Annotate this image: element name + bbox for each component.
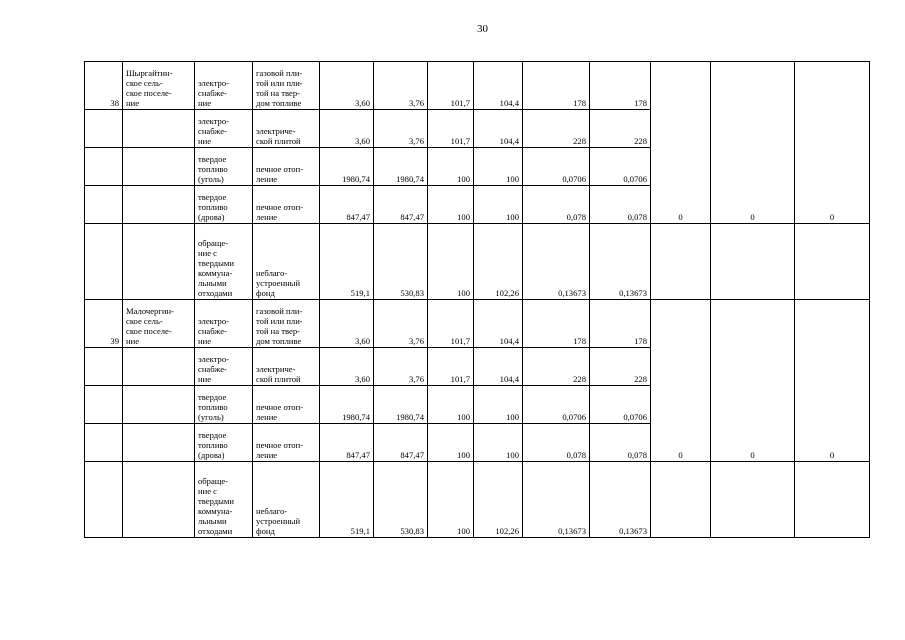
housing-condition-line: электриче-	[256, 364, 296, 374]
settlement-name-line: ское поселе-	[126, 88, 172, 98]
value-cell: 100	[474, 386, 523, 424]
service-type-line: снабже-	[198, 88, 227, 98]
value-cell: 847,47	[320, 186, 374, 224]
value-cell: 101,7	[428, 110, 474, 148]
service-type	[195, 386, 253, 424]
summary-cell: 0	[795, 62, 870, 224]
value-cell: 228	[590, 348, 651, 386]
housing-condition-line: печное отоп-	[256, 402, 304, 412]
service-type-line: электро-	[198, 316, 230, 326]
value-cell: 3,76	[374, 110, 428, 148]
service-type-line: обраще-	[198, 238, 229, 248]
service-type-line: (уголь)	[198, 174, 224, 184]
table-row	[85, 62, 870, 110]
housing-condition-line: той на твер-	[256, 326, 300, 336]
value-cell: 0,0706	[590, 148, 651, 186]
housing-condition-line: той или пли-	[256, 316, 303, 326]
housing-condition	[253, 386, 320, 424]
service-type-line: обраще-	[198, 476, 229, 486]
settlement-name	[123, 348, 195, 386]
housing-condition	[253, 300, 320, 348]
row-index: 38	[85, 62, 123, 110]
service-type-line: снабже-	[198, 326, 227, 336]
service-type	[195, 300, 253, 348]
value-cell: 0,0706	[523, 386, 590, 424]
service-type	[195, 62, 253, 110]
housing-condition-line: ской плитой	[256, 136, 301, 146]
settlement-name-line: ние	[126, 98, 140, 108]
value-cell: 100	[428, 148, 474, 186]
empty-cell	[711, 462, 795, 538]
service-type-line: снабже-	[198, 126, 227, 136]
value-cell: 3,60	[320, 110, 374, 148]
service-type	[195, 224, 253, 300]
value-cell: 847,47	[374, 186, 428, 224]
service-type-line: ние	[198, 374, 212, 384]
settlement-name	[123, 462, 195, 538]
table-row	[85, 300, 870, 348]
value-cell: 100	[428, 224, 474, 300]
row-index	[85, 424, 123, 462]
housing-condition-line: дом топливе	[256, 98, 302, 108]
service-type	[195, 424, 253, 462]
table-row	[85, 224, 870, 300]
service-type-line: твердыми	[198, 496, 234, 506]
value-cell: 0,0706	[523, 148, 590, 186]
value-cell: 100	[428, 424, 474, 462]
row-index	[85, 462, 123, 538]
housing-condition-line: печное отоп-	[256, 164, 304, 174]
service-type-line: ние	[198, 336, 212, 346]
service-type-line: топливо	[198, 402, 228, 412]
housing-condition-line: той или пли-	[256, 78, 303, 88]
service-type-line: ние	[198, 98, 212, 108]
row-index	[85, 186, 123, 224]
value-cell: 0,0706	[590, 386, 651, 424]
service-type-line: снабже-	[198, 364, 227, 374]
settlement-name-line: ское сель-	[126, 78, 163, 88]
housing-condition	[253, 424, 320, 462]
value-cell: 228	[523, 348, 590, 386]
housing-condition-line: дом топливе	[256, 336, 302, 346]
value-cell: 100	[474, 148, 523, 186]
housing-condition-line: ление	[256, 450, 278, 460]
service-type-line: ние	[198, 136, 212, 146]
value-cell: 0,078	[590, 186, 651, 224]
value-cell: 178	[590, 62, 651, 110]
settlement-name	[123, 186, 195, 224]
settlement-name	[123, 300, 195, 348]
housing-condition	[253, 224, 320, 300]
empty-cell	[651, 462, 711, 538]
settlement-name-line: Шыргайтин-	[126, 68, 173, 78]
value-cell: 1980,74	[320, 148, 374, 186]
page-number: 30	[477, 23, 488, 35]
settlement-name	[123, 110, 195, 148]
service-type-line: топливо	[198, 164, 228, 174]
service-type	[195, 110, 253, 148]
housing-condition-line: фонд	[256, 288, 275, 298]
value-cell: 178	[523, 300, 590, 348]
service-type-line: коммуна-	[198, 268, 233, 278]
value-cell: 104,4	[474, 62, 523, 110]
summary-cell: 0	[651, 62, 711, 224]
row-index	[85, 224, 123, 300]
service-type-line: электро-	[198, 116, 230, 126]
housing-condition-line: устроенный	[256, 278, 301, 288]
row-index	[85, 110, 123, 148]
value-cell: 0,13673	[523, 224, 590, 300]
value-cell: 100	[428, 386, 474, 424]
service-type	[195, 462, 253, 538]
value-cell: 101,7	[428, 62, 474, 110]
settlement-name	[123, 386, 195, 424]
value-cell: 519,1	[320, 462, 374, 538]
summary-cell: 0	[711, 62, 795, 224]
value-cell: 104,4	[474, 300, 523, 348]
row-index	[85, 348, 123, 386]
summary-cell: 0	[795, 300, 870, 462]
settlement-name-line: ние	[126, 336, 140, 346]
empty-cell	[711, 224, 795, 300]
service-type-line: отходами	[198, 288, 233, 298]
summary-cell: 0	[651, 300, 711, 462]
empty-cell	[795, 462, 870, 538]
settlement-name-line: Малочергин-	[126, 306, 174, 316]
value-cell: 847,47	[320, 424, 374, 462]
service-type-line: твердое	[198, 430, 227, 440]
service-type-line: топливо	[198, 440, 228, 450]
housing-condition-line: той на твер-	[256, 88, 300, 98]
value-cell: 519,1	[320, 224, 374, 300]
value-cell: 0,13673	[590, 462, 651, 538]
housing-condition	[253, 462, 320, 538]
value-cell: 104,4	[474, 348, 523, 386]
value-cell: 847,47	[374, 424, 428, 462]
value-cell: 101,7	[428, 300, 474, 348]
value-cell: 0,13673	[590, 224, 651, 300]
service-type-line: (дрова)	[198, 450, 225, 460]
service-type-line: топливо	[198, 202, 228, 212]
housing-condition	[253, 148, 320, 186]
service-type-line: (дрова)	[198, 212, 225, 222]
value-cell: 0,13673	[523, 462, 590, 538]
settlement-name-line: ское поселе-	[126, 326, 172, 336]
value-cell: 0,078	[523, 424, 590, 462]
service-type-line: ние с	[198, 248, 217, 258]
table-row	[85, 462, 870, 538]
service-type	[195, 186, 253, 224]
housing-condition-line: ление	[256, 174, 278, 184]
settlement-name	[123, 148, 195, 186]
service-type-line: твердое	[198, 192, 227, 202]
service-type-line: твердое	[198, 392, 227, 402]
value-cell: 1980,74	[374, 386, 428, 424]
housing-condition-line: электриче-	[256, 126, 296, 136]
value-cell: 228	[590, 110, 651, 148]
value-cell: 100	[474, 186, 523, 224]
housing-condition	[253, 186, 320, 224]
service-type-line: твердое	[198, 154, 227, 164]
housing-condition-line: печное отоп-	[256, 202, 304, 212]
housing-condition-line: ской плитой	[256, 374, 301, 384]
value-cell: 102,26	[474, 462, 523, 538]
value-cell: 0,078	[523, 186, 590, 224]
value-cell: 101,7	[428, 348, 474, 386]
value-cell: 530,83	[374, 224, 428, 300]
empty-cell	[651, 224, 711, 300]
service-type-line: твердыми	[198, 258, 234, 268]
value-cell: 1980,74	[374, 148, 428, 186]
housing-condition-line: неблаго-	[256, 268, 288, 278]
housing-condition-line: неблаго-	[256, 506, 288, 516]
value-cell: 100	[428, 186, 474, 224]
settlement-name	[123, 224, 195, 300]
value-cell: 100	[428, 462, 474, 538]
service-type-line: ние с	[198, 486, 217, 496]
housing-condition-line: ление	[256, 412, 278, 422]
value-cell: 3,60	[320, 348, 374, 386]
housing-condition-line: печное отоп-	[256, 440, 304, 450]
value-cell: 0,078	[590, 424, 651, 462]
value-cell: 102,26	[474, 224, 523, 300]
value-cell: 228	[523, 110, 590, 148]
service-type-line: электро-	[198, 78, 230, 88]
housing-condition	[253, 348, 320, 386]
value-cell: 3,60	[320, 300, 374, 348]
service-type-line: льными	[198, 278, 227, 288]
service-type	[195, 348, 253, 386]
value-cell: 1980,74	[320, 386, 374, 424]
housing-condition	[253, 62, 320, 110]
service-type-line: льными	[198, 516, 227, 526]
service-type-line: отходами	[198, 526, 233, 536]
value-cell: 3,76	[374, 62, 428, 110]
service-type	[195, 148, 253, 186]
service-type-line: электро-	[198, 354, 230, 364]
empty-cell	[795, 224, 870, 300]
service-type-line: (уголь)	[198, 412, 224, 422]
tariff-table	[84, 61, 870, 538]
settlement-name	[123, 424, 195, 462]
value-cell: 530,83	[374, 462, 428, 538]
summary-cell: 0	[711, 300, 795, 462]
housing-condition-line: газовой пли-	[256, 68, 303, 78]
row-index	[85, 148, 123, 186]
housing-condition-line: устроенный	[256, 516, 301, 526]
housing-condition	[253, 110, 320, 148]
value-cell: 3,76	[374, 348, 428, 386]
value-cell: 100	[474, 424, 523, 462]
service-type-line: коммуна-	[198, 506, 233, 516]
value-cell: 178	[523, 62, 590, 110]
housing-condition-line: фонд	[256, 526, 275, 536]
value-cell: 178	[590, 300, 651, 348]
housing-condition-line: ление	[256, 212, 278, 222]
housing-condition-line: газовой пли-	[256, 306, 303, 316]
settlement-name	[123, 62, 195, 110]
row-index: 39	[85, 300, 123, 348]
row-index	[85, 386, 123, 424]
value-cell: 104,4	[474, 110, 523, 148]
value-cell: 3,60	[320, 62, 374, 110]
settlement-name-line: ское сель-	[126, 316, 163, 326]
value-cell: 3,76	[374, 300, 428, 348]
